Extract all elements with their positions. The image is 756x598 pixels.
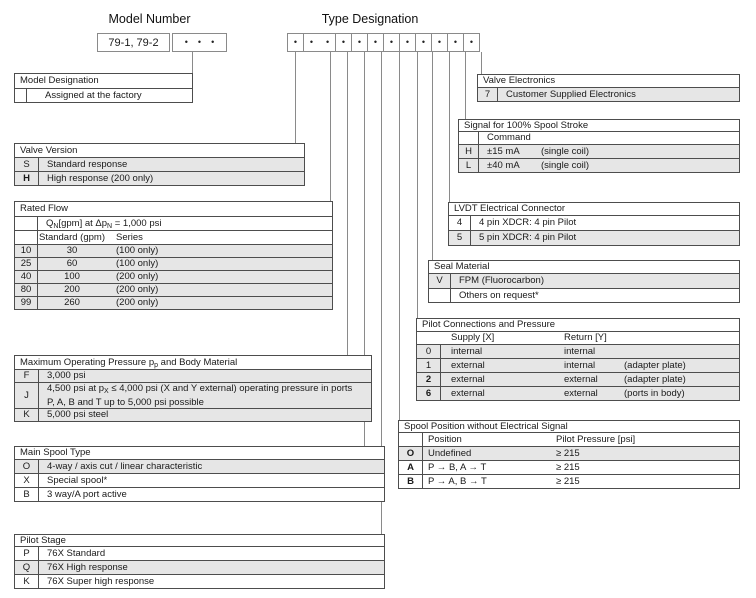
series-cell: (100 only)	[116, 245, 159, 257]
connector-valve-version	[295, 52, 296, 143]
series-cell: (100 only)	[116, 258, 159, 270]
table-main-spool-type	[14, 446, 385, 502]
supply-cell: external	[451, 387, 485, 399]
column-header-series: Series	[116, 231, 143, 243]
table-row	[478, 87, 739, 101]
column-header-supply: Supply [X]	[451, 332, 495, 344]
type-cell-max-pressure	[335, 33, 352, 52]
connector-pilot-connections	[417, 52, 418, 318]
code-cell: 25	[15, 258, 38, 270]
dot-icon: •	[437, 37, 442, 47]
table-valve-version	[14, 143, 305, 186]
table-title: Spool Position without Electrical Signal	[404, 420, 568, 432]
table-row	[15, 257, 332, 270]
dot-icon: •	[421, 37, 426, 47]
table-title: Valve Version	[20, 144, 78, 156]
table-row	[417, 372, 739, 386]
table-title: Pilot Stage	[20, 534, 66, 546]
table-row	[15, 574, 384, 588]
value-cell: 76X Super high response	[47, 575, 155, 587]
return-cell: internal	[564, 359, 596, 371]
code-cell: 6	[417, 387, 441, 400]
table-title-row	[15, 202, 332, 216]
table-title-row	[15, 144, 304, 157]
column-header-pressure: Pilot Pressure [psi]	[556, 433, 636, 445]
table-row	[459, 158, 739, 172]
dot-icon: •	[453, 37, 458, 47]
table-title-row	[429, 261, 739, 273]
dot-icon: •	[326, 37, 330, 47]
code-cell: B	[399, 475, 423, 488]
code-cell: H	[459, 145, 479, 158]
table-row	[15, 382, 371, 408]
table-spool-position	[398, 420, 740, 489]
table-pilot-stage	[14, 534, 385, 589]
table-row	[417, 386, 739, 400]
connector-electronics	[481, 52, 482, 74]
code-cell: K	[15, 409, 39, 421]
code-cell: 99	[15, 297, 38, 309]
table-row	[399, 474, 739, 488]
table-title: Signal for 100% Spool Stroke	[464, 119, 589, 131]
flow-note: $Q_N[gpm]$ at $\Delta p_N = 1,000$ psi	[46, 217, 162, 230]
table-pilot-connections	[416, 318, 740, 401]
table-seal-material	[428, 260, 740, 303]
table-row	[459, 144, 739, 158]
table-header-row	[399, 432, 739, 446]
supply-cell: external	[451, 373, 485, 385]
code-cell: Q	[15, 561, 39, 574]
value-cell: 5 pin XDCR: 4 pin Pilot	[479, 232, 577, 244]
value-cell: 4-way / axis cut / linear characteristic	[47, 460, 203, 472]
dot-icon: •	[373, 37, 378, 47]
series-cell: (200 only)	[116, 271, 159, 283]
table-valve-electronics	[477, 74, 740, 102]
value-cell: FPM (Fluorocarbon)	[459, 275, 544, 287]
code-cell: K	[15, 575, 39, 588]
value-cell: 4 pin XDCR: 4 pin Pilot	[479, 217, 577, 229]
table-title-row	[478, 75, 739, 87]
model-dots-box	[172, 33, 227, 52]
pressure-cell: ≥ 215	[556, 475, 580, 487]
table-title-row	[449, 203, 739, 215]
table-row	[449, 215, 739, 230]
model-number-title: Model Number	[108, 12, 191, 26]
supply-cell: external	[451, 359, 485, 371]
table-row	[15, 487, 384, 501]
dot-icon: •	[405, 37, 410, 47]
note-cell: (single coil)	[541, 145, 590, 157]
code-cell: O	[15, 460, 39, 473]
code-cell: P	[15, 547, 39, 560]
table-title: Seal Material	[434, 261, 490, 273]
table-row	[15, 296, 332, 309]
code-cell: H	[15, 172, 39, 185]
standard-cell: 60	[66, 258, 78, 270]
series-cell: (200 only)	[116, 297, 159, 309]
code-cell: B	[15, 488, 39, 501]
model-number-box: 79-1, 79-2	[97, 33, 170, 52]
table-header-row	[417, 331, 739, 344]
code-cell: 0	[417, 345, 441, 358]
type-designation-title: Type Designation	[321, 12, 419, 26]
column-header-command: Command	[487, 132, 531, 144]
value-cell: 3,000 psi	[47, 370, 86, 382]
value-cell: Customer Supplied Electronics	[506, 88, 636, 100]
table-rated-flow	[14, 201, 333, 310]
code-cell: F	[15, 370, 39, 382]
table-row	[399, 460, 739, 474]
position-cell: Undefined	[428, 447, 472, 459]
table-title: LVDT Electrical Connector	[454, 203, 566, 215]
table-row	[15, 369, 371, 382]
note-cell: (ports in body)	[624, 387, 685, 399]
return-cell: external	[564, 373, 598, 385]
type-cell-electronics	[463, 33, 480, 52]
type-designation-strip	[287, 33, 480, 52]
connector-rated-flow	[330, 52, 331, 201]
table-title-row	[417, 319, 739, 331]
code-cell: S	[15, 158, 39, 171]
standard-cell: 200	[64, 284, 80, 296]
code-cell: 1	[417, 359, 441, 372]
dot-icon: •	[197, 37, 202, 47]
value-cell: Others on request*	[459, 289, 539, 301]
table-signal-spool-stroke	[458, 119, 740, 173]
type-cell-valve-version	[287, 33, 304, 52]
value-cell: 76X High response	[47, 561, 128, 573]
position-cell: P → B, A → T	[428, 461, 487, 473]
table-title: Rated Flow	[20, 203, 69, 215]
table-title-row	[15, 447, 384, 459]
dot-icon: •	[309, 37, 313, 47]
table-model-designation	[14, 73, 193, 103]
table-title: Main Spool Type	[20, 447, 91, 459]
code-cell	[459, 132, 479, 144]
code-cell: 2	[417, 373, 441, 386]
value-cell: Assigned at the factory	[45, 89, 142, 101]
code-cell: 7	[478, 88, 498, 101]
code-cell: 4	[449, 216, 471, 230]
code-cell: 80	[15, 284, 38, 296]
type-cell-seal-material	[415, 33, 432, 52]
table-row	[429, 288, 739, 302]
table-row	[15, 408, 371, 421]
value-cell: Special spool*	[47, 474, 108, 486]
code-cell: 10	[15, 245, 38, 257]
table-title-row	[399, 421, 739, 432]
table-title: Pilot Connections and Pressure	[422, 319, 556, 331]
code-cell: X	[15, 474, 39, 487]
value-cell: 4,500 psi at $p_X \le 4,000$ psi (X and Y external) operating pressure in ports P, A, B and T up to 5,000 psi possible	[47, 383, 353, 408]
table-title: Valve Electronics	[483, 75, 556, 87]
table-row	[15, 283, 332, 296]
dot-icon: •	[293, 37, 298, 47]
column-header-standard: Standard (gpm)	[38, 231, 105, 243]
dot-icon: •	[341, 37, 346, 47]
table-title: Model Designation	[20, 75, 99, 87]
table-row	[15, 473, 384, 487]
table-row	[417, 358, 739, 372]
value-cell: High response (200 only)	[47, 172, 154, 184]
column-header-position: Position	[428, 433, 462, 445]
table-title-row	[15, 356, 371, 369]
connector-max-pressure	[347, 52, 348, 355]
code-cell: 40	[15, 271, 38, 283]
command-cell: ±15 mA	[487, 145, 520, 157]
code-cell: V	[429, 274, 451, 288]
table-lvdt-connector	[448, 202, 740, 246]
code-cell	[15, 231, 38, 244]
connector-spool-position	[399, 52, 400, 420]
table-row	[449, 230, 739, 245]
dot-icon: •	[211, 37, 215, 47]
standard-cell: 30	[66, 245, 78, 257]
code-cell: A	[399, 461, 423, 474]
table-row	[399, 446, 739, 460]
value-cell: 3 way/A port active	[47, 488, 127, 500]
table-title-row	[15, 535, 384, 546]
type-cell-rated-flow	[303, 33, 336, 52]
type-cell-pilot-stage	[367, 33, 384, 52]
command-cell: ±40 mA	[487, 159, 520, 171]
table-row	[15, 560, 384, 574]
table-row	[15, 459, 384, 473]
connector-model-designation	[192, 52, 193, 73]
dot-icon: •	[469, 37, 474, 47]
table-row	[15, 157, 304, 171]
table-max-pressure	[14, 355, 372, 422]
connector-signal	[465, 52, 466, 119]
code-cell: J	[15, 383, 39, 408]
value-cell: 5,000 psi steel	[47, 409, 109, 421]
table-row	[417, 344, 739, 358]
table-row	[15, 171, 304, 185]
table-row	[15, 244, 332, 257]
standard-cell: 100	[64, 271, 80, 283]
code-cell: 5	[449, 231, 471, 245]
pressure-cell: ≥ 215	[556, 461, 580, 473]
code-cell	[429, 289, 451, 302]
table-title-row	[15, 74, 192, 88]
series-cell: (200 only)	[116, 284, 159, 296]
type-cell-lvdt	[431, 33, 448, 52]
type-cell-signal	[447, 33, 464, 52]
table-note-row	[15, 216, 332, 230]
position-cell: P → A, B → T	[428, 475, 487, 487]
value-cell: 76X Standard	[47, 547, 106, 559]
table-title-row	[459, 120, 739, 131]
standard-cell: 260	[64, 297, 80, 309]
note-cell: (adapter plate)	[624, 373, 686, 385]
type-cell-spool-position	[383, 33, 400, 52]
table-header-row	[459, 131, 739, 144]
supply-cell: internal	[451, 345, 483, 357]
table-row	[15, 546, 384, 560]
code-cell	[399, 433, 423, 446]
table-row	[429, 273, 739, 288]
return-cell: internal	[564, 345, 596, 357]
table-row	[15, 270, 332, 283]
dot-icon: •	[184, 37, 188, 47]
pressure-cell: ≥ 215	[556, 447, 580, 459]
code-cell	[15, 217, 38, 230]
connector-seal-material	[432, 52, 433, 261]
type-cell-pilot-connections	[399, 33, 416, 52]
code-cell	[15, 89, 27, 102]
column-header-return: Return [Y]	[564, 332, 607, 344]
dot-icon: •	[357, 37, 362, 47]
connector-lvdt	[449, 52, 450, 203]
note-cell: (single coil)	[541, 159, 590, 171]
value-cell: Standard response	[47, 158, 128, 170]
code-cell: O	[399, 447, 423, 460]
code-cell: L	[459, 159, 479, 172]
return-cell: external	[564, 387, 598, 399]
dot-icon: •	[389, 37, 394, 47]
table-title: Maximum Operating Pressure $p_p$ and Body Material	[20, 356, 238, 369]
table-row	[15, 88, 192, 102]
type-cell-main-spool	[351, 33, 368, 52]
note-cell: (adapter plate)	[624, 359, 686, 371]
table-header-row	[15, 230, 332, 244]
